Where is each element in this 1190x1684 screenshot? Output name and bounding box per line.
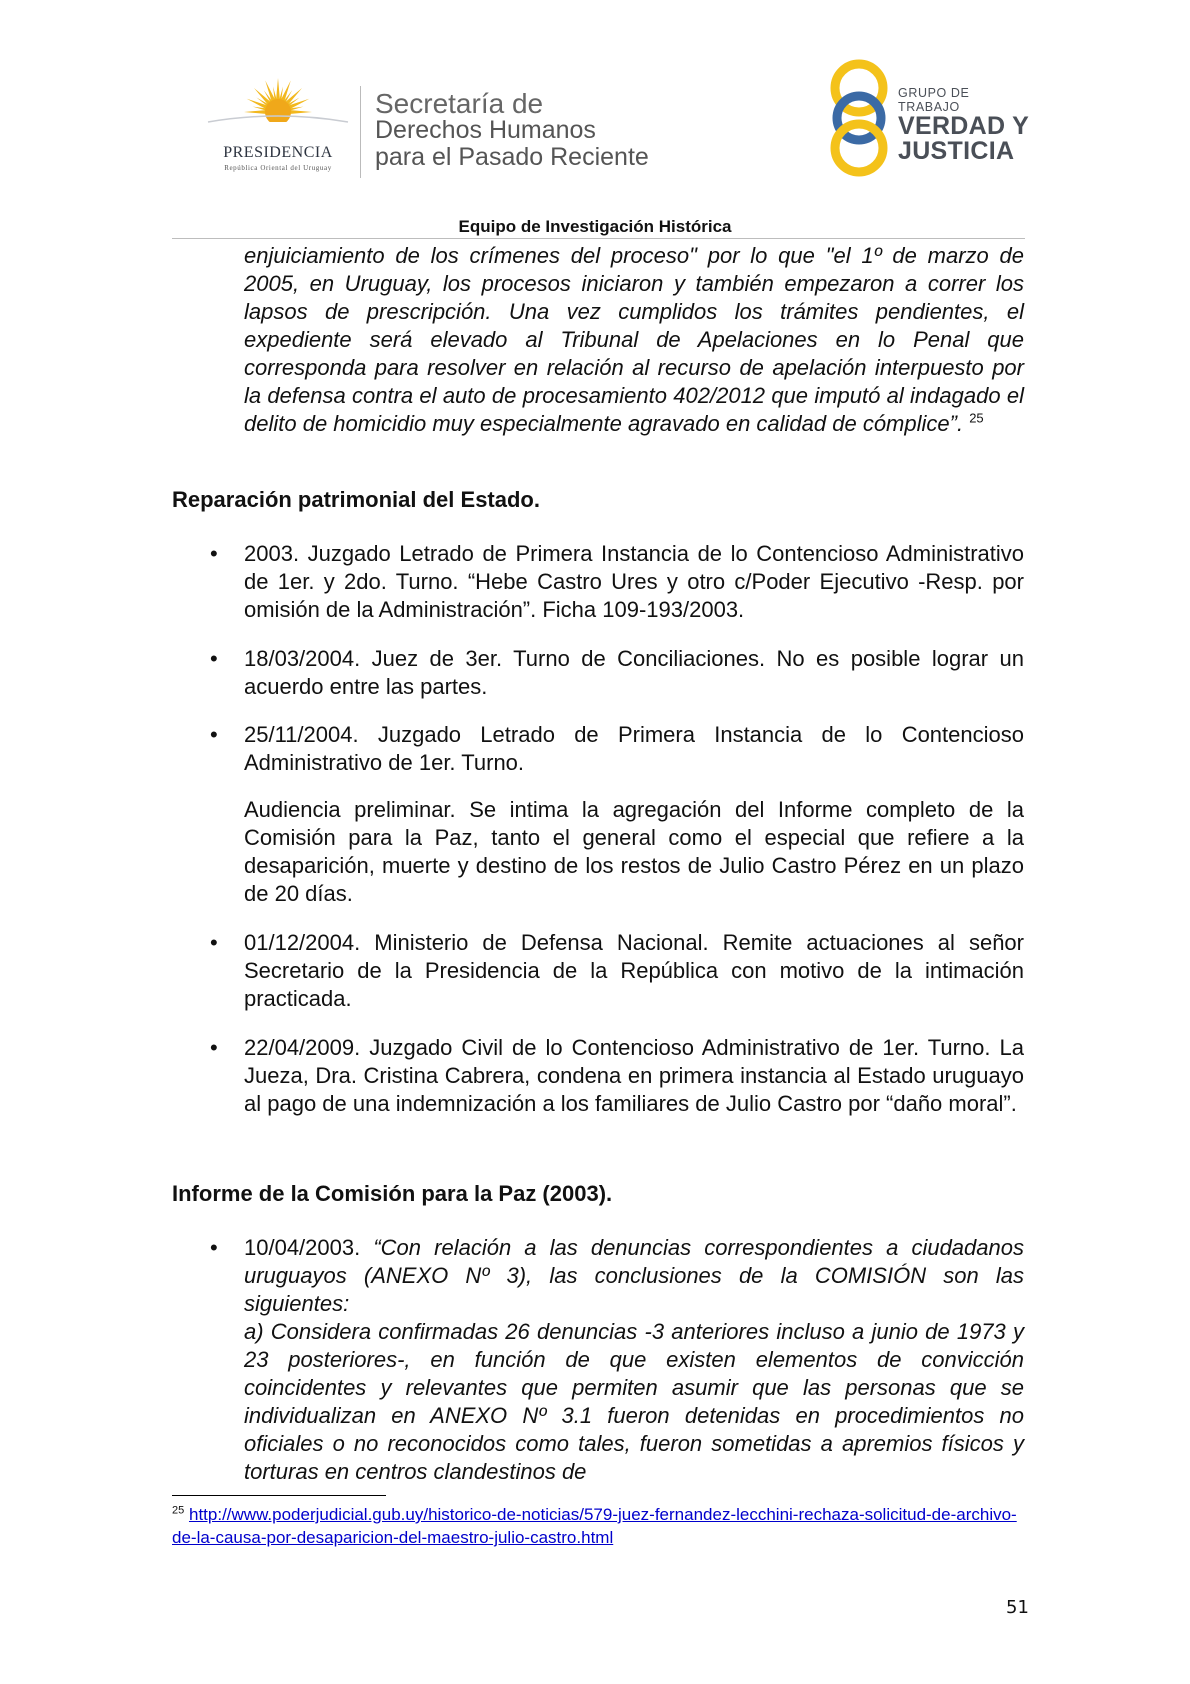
- page-number: 51: [1006, 1597, 1029, 1618]
- list-item: [210, 721, 1024, 777]
- secretaria-title: [375, 90, 649, 171]
- continuation-text: Audiencia preliminar. Se intima la agregación del Informe completo de la Comisión para la Paz, tanto el general como el especial que refiere a la desaparición, muerte y destino de los restos de Julio Castro Pérez en un plazo de 20 días.: [244, 797, 1024, 906]
- footnote-ref[interactable]: 25: [969, 410, 984, 426]
- footnote-link[interactable]: http://www.poderjudicial.gub.uy/historico-de-noticias/579-juez-fernandez-lecchini-rechaza-solicitud-de-archivo-de-la-causa-por-desaparicion-del-maestro-julio-castro.html: [172, 1505, 1017, 1547]
- footnote: [172, 1503, 1024, 1549]
- list-item-text: 18/03/2004. Juez de 3er. Turno de Conciliaciones. No es posible lograr un acuerdo entre las partes.: [244, 646, 1024, 699]
- bullet-icon: •: [210, 722, 218, 747]
- list-item-date: 10/04/2003.: [244, 1235, 361, 1260]
- secretaria-line-1: Secretaría de: [375, 88, 544, 119]
- quote-block: [244, 242, 1024, 438]
- gt-title: [898, 86, 1030, 164]
- gt-line-1: GRUPO DE TRABAJO: [898, 86, 970, 114]
- list-item: [210, 1034, 1024, 1118]
- presidencia-subtitle: República Oriental del Uruguay: [224, 164, 332, 172]
- presidencia-label: PRESIDENCIA: [223, 144, 333, 161]
- list-item-continuation: [244, 796, 1024, 908]
- secretaria-line-3: para el Pasado Reciente: [375, 143, 649, 171]
- linked-rings-icon: [820, 56, 898, 181]
- bullet-icon: •: [210, 1035, 218, 1060]
- list-item-text: 2003. Juzgado Letrado de Primera Instancia de lo Contencioso Administrativo de 1er. y 2do. Turno. “Hebe Castro Ures y otro c/Poder Ejecutivo -Resp. por omisión de la Administración”. Ficha 109-193/2003.: [244, 541, 1024, 622]
- quote-text: enjuiciamiento de los crímenes del proceso" por lo que "el 1º de marzo de 2005, en Uruguay, los procesos iniciaron y también empezaron a correr los lapsos de prescripción. Una vez cumplidos los trámites pendientes, el expediente será elevado al Tribunal de Apelaciones en lo Penal que corresponda para resolver en relación al recurso de apelación interpuesto por la defensa contra el auto de procesamiento 402/2012 que imputó al indagado el delito de homicidio muy especialmente agravado en calidad de cómplice”.: [244, 243, 1024, 436]
- section-heading-comision: Informe de la Comisión para la Paz (2003).: [172, 1181, 613, 1206]
- sun-icon: [198, 76, 358, 146]
- list-item-text: 22/04/2009. Juzgado Civil de lo Contencioso Administrativo de 1er. Turno. La Jueza, Dra. Cristina Cabrera, condena en primera instancia al Estado uruguayo al pago de una indemnización a los familiares de Julio Castro por “daño moral”.: [244, 1035, 1024, 1116]
- team-title: Equipo de Investigación Histórica: [458, 217, 732, 236]
- section-heading-reparacion: Reparación patrimonial del Estado.: [172, 487, 540, 512]
- list-item-text: 25/11/2004. Juzgado Letrado de Primera Instancia de lo Contencioso Administrativo de 1er. Turno.: [244, 722, 1024, 775]
- bullet-icon: •: [210, 930, 218, 955]
- header-divider: [360, 86, 361, 178]
- gt-line-2: VERDAD Y: [898, 112, 1030, 140]
- list-item-quote: “Con relación a las denuncias correspondientes a ciudadanos uruguayos (ANEXO Nº 3), las conclusiones de la COMISIÓN son las siguientes:: [244, 1235, 1024, 1316]
- list-item: [210, 645, 1024, 701]
- list-item: [210, 929, 1024, 1013]
- footnote-rule: [172, 1495, 386, 1496]
- bullet-icon: •: [210, 541, 218, 566]
- secretaria-line-2: Derechos Humanos: [375, 116, 596, 144]
- page-header: [0, 0, 1190, 240]
- bullet-icon: •: [210, 646, 218, 671]
- verdad-justicia-logo: [820, 56, 1030, 186]
- list-item: [210, 540, 1024, 624]
- bullet-icon: •: [210, 1235, 218, 1260]
- header-rule: [172, 238, 1025, 239]
- list-item-text: 01/12/2004. Ministerio de Defensa Nacional. Remite actuaciones al señor Secretario de la Presidencia de la República con motivo de la intimación practicada.: [244, 930, 1024, 1011]
- list-item: [210, 1234, 1024, 1486]
- presidencia-logo: [198, 76, 358, 176]
- gt-line-3: JUSTICIA: [898, 137, 1015, 165]
- footnote-number: 25: [172, 1504, 185, 1517]
- list-item-quote-2: a) Considera confirmadas 26 denuncias -3 anteriores incluso a junio de 1973 y 23 posteriores-, en función de que existen elementos de convicción coincidentes y relevantes que permiten asumir que las personas que se individualizan en ANEXO Nº 3.1 fueron detenidas en procedimientos no oficiales o no reconocidos como tales, fueron sometidas a apremios físicos y torturas en centros clandestinos de: [244, 1319, 1024, 1484]
